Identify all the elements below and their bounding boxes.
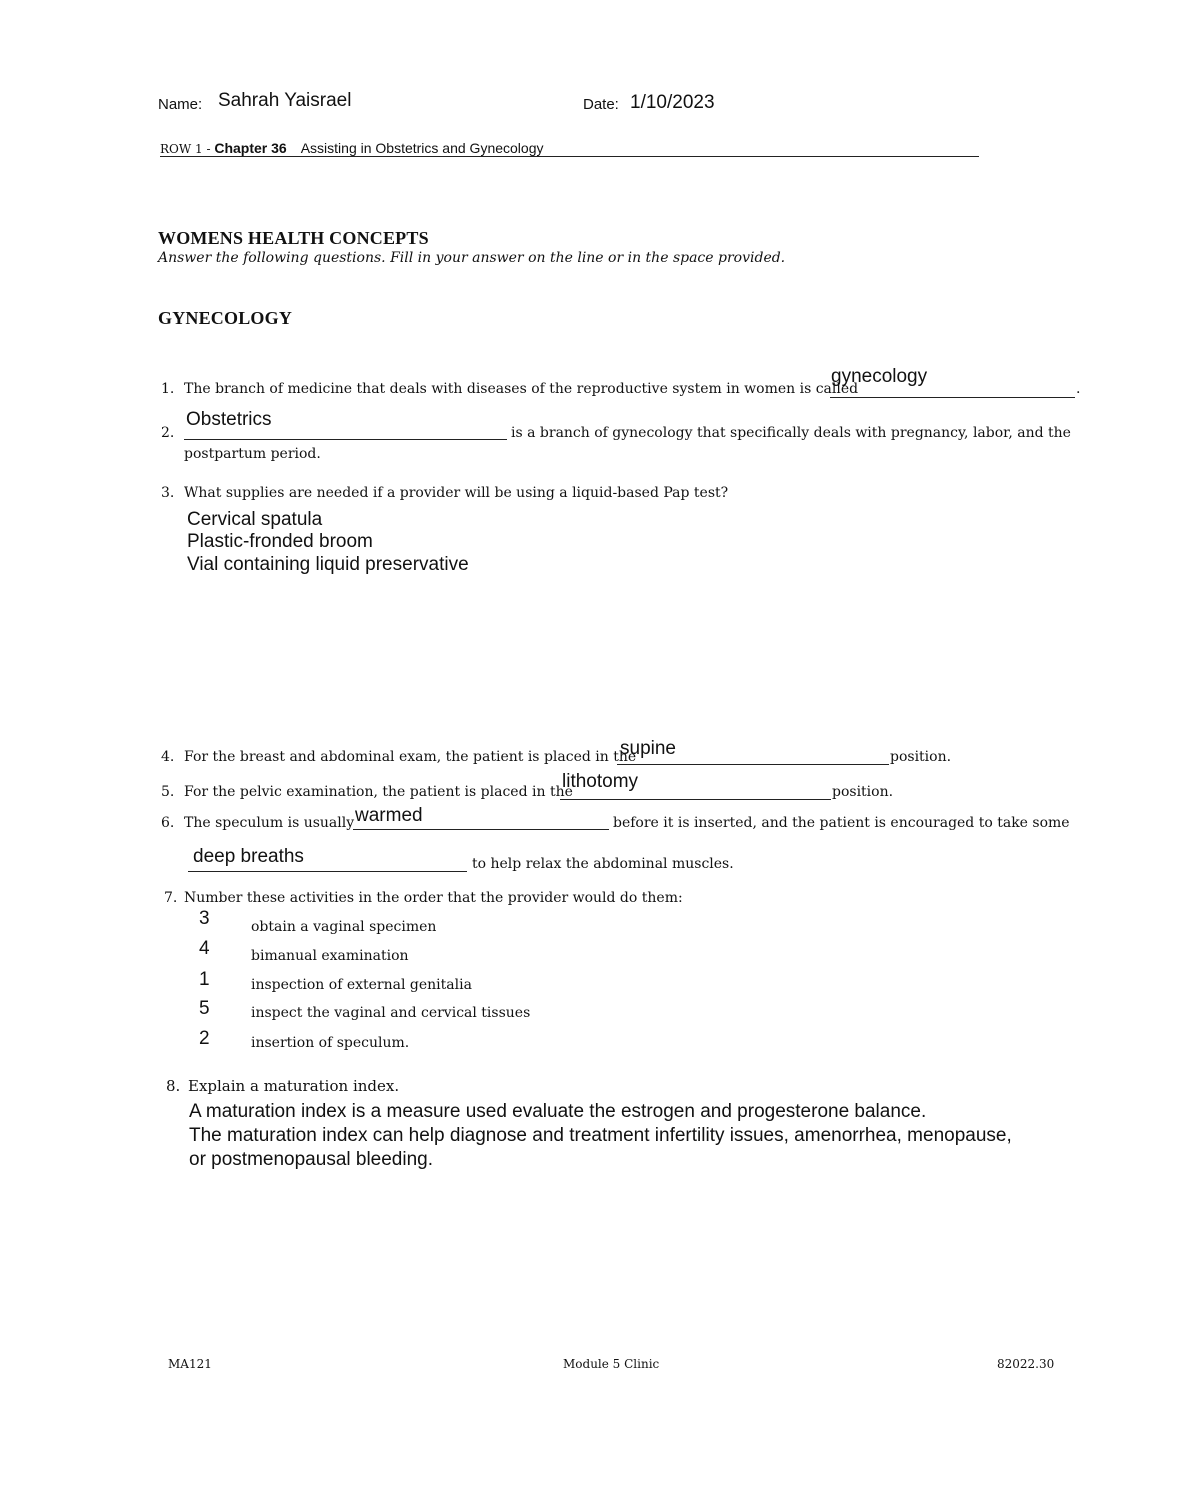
q1-number: 1. xyxy=(161,381,175,397)
chapter-underline xyxy=(160,156,979,157)
q3-answer-line[interactable]: Cervical spatula xyxy=(187,509,323,530)
row-prefix: ROW 1 - xyxy=(160,142,215,156)
q1-end: . xyxy=(1076,381,1081,397)
q6-answer-2[interactable]: deep breaths xyxy=(193,846,304,867)
section-title: WOMENS HEALTH CONCEPTS xyxy=(158,228,429,248)
q3-answer-line[interactable]: Vial containing liquid preservative xyxy=(187,554,469,575)
footer-code: 82022.30 xyxy=(997,1357,1055,1371)
q5-blank xyxy=(560,799,831,800)
q2-blank xyxy=(184,439,507,440)
q7-activity: insertion of speculum. xyxy=(251,1035,410,1051)
q4-text: For the breast and abdominal exam, the patient is placed in the xyxy=(184,749,637,765)
q6-number: 6. xyxy=(161,815,175,831)
q6-text-cont: before it is inserted, and the patient is encouraged to take some xyxy=(613,815,1070,831)
q8-text: Explain a maturation index. xyxy=(188,1077,400,1095)
q4-answer[interactable]: supine xyxy=(620,738,676,759)
q5-text: For the pelvic examination, the patient is placed in the xyxy=(184,784,573,800)
q1-blank xyxy=(830,397,1075,398)
q7-activity: inspection of external genitalia xyxy=(251,977,472,993)
q6-blank-2 xyxy=(188,871,467,872)
q2-answer[interactable]: Obstetrics xyxy=(186,409,272,430)
q7-number: 7. xyxy=(164,890,178,906)
q5-end: position. xyxy=(832,784,894,800)
q4-blank xyxy=(617,764,889,765)
name-label: Name: xyxy=(158,96,203,113)
q7-activity: bimanual examination xyxy=(251,948,409,964)
q1-answer[interactable]: gynecology xyxy=(831,366,928,387)
name-field[interactable]: Sahrah Yaisrael xyxy=(218,90,352,111)
q5-number: 5. xyxy=(161,784,175,800)
chapter-line xyxy=(160,140,543,157)
q7-activity: inspect the vaginal and cervical tissues xyxy=(251,1005,531,1021)
q3-answer-line[interactable]: Plastic-fronded broom xyxy=(187,531,373,552)
q6-text-end: to help relax the abdominal muscles. xyxy=(472,856,734,872)
q1-text: The branch of medicine that deals with diseases of the reproductive system in women is called xyxy=(184,381,859,397)
q7-order-input[interactable]: 3 xyxy=(199,908,210,929)
q4-end: position. xyxy=(890,749,952,765)
chapter-number: Chapter 36 xyxy=(214,140,287,156)
q2-number: 2. xyxy=(161,425,175,441)
q7-order-input[interactable]: 1 xyxy=(199,969,210,990)
q7-activity: obtain a vaginal specimen xyxy=(251,919,437,935)
footer-module: Module 5 Clinic xyxy=(563,1357,660,1371)
q7-order-input[interactable]: 5 xyxy=(199,998,210,1019)
q8-answer-line[interactable]: A maturation index is a measure used evaluate the estrogen and progesterone balance. xyxy=(189,1101,927,1122)
q8-number: 8. xyxy=(166,1077,181,1095)
q6-blank xyxy=(353,829,609,830)
q7-order-input[interactable]: 4 xyxy=(199,938,210,959)
q6-answer[interactable]: warmed xyxy=(355,805,423,826)
q3-number: 3. xyxy=(161,485,175,501)
section-subtitle: GYNECOLOGY xyxy=(158,308,293,328)
chapter-title: Assisting in Obstetrics and Gynecology xyxy=(300,140,544,156)
q6-text: The speculum is usually xyxy=(184,815,355,831)
q8-answer-line[interactable]: The maturation index can help diagnose and treatment infertility issues, amenorrhea, menopause, xyxy=(189,1125,1012,1146)
date-label: Date: xyxy=(583,96,619,113)
q7-order-input[interactable]: 2 xyxy=(199,1028,210,1049)
q7-text: Number these activities in the order that the provider would do them: xyxy=(184,890,683,906)
footer-course: MA121 xyxy=(168,1357,212,1371)
q2-text-cont: postpartum period. xyxy=(184,446,321,462)
date-field[interactable]: 1/10/2023 xyxy=(630,92,715,113)
q3-text: What supplies are needed if a provider will be using a liquid-based Pap test? xyxy=(184,485,729,501)
q8-answer-line[interactable]: or postmenopausal bleeding. xyxy=(189,1149,434,1170)
q5-answer[interactable]: lithotomy xyxy=(562,771,639,792)
q4-number: 4. xyxy=(161,749,175,765)
instructions: Answer the following questions. Fill in your answer on the line or in the space provided. xyxy=(158,250,786,266)
q2-text: is a branch of gynecology that specifically deals with pregnancy, labor, and the xyxy=(511,425,1071,441)
